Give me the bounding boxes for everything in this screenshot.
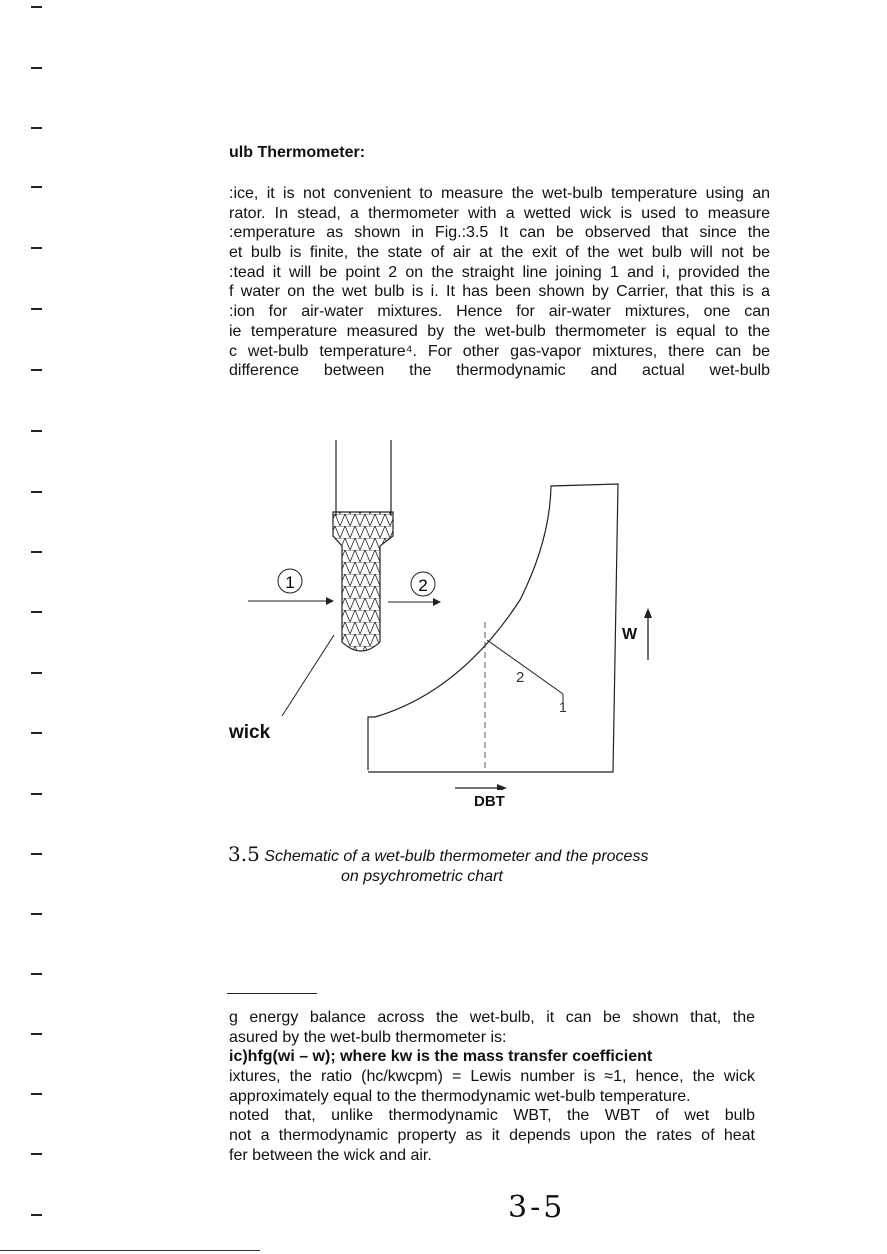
margin-mark [31,308,42,310]
footnote-line: approximately equal to the thermodynamic wet-bulb temperature. [229,1087,691,1105]
state-2-label: 2 [418,576,428,595]
figure-number: 3.5 [228,842,260,866]
w-axis-label: W [622,626,638,643]
footnote-line: not a thermodynamic property as it depends upon the rates of heat [229,1127,755,1145]
caption-line-2: on psychrometric chart [341,868,503,885]
margin-mark [31,127,42,129]
paragraph-line: :emperature as shown in Fig.:3.5 It can be observed that since the [229,224,770,242]
footnote-line: fer between the wick and air. [229,1146,432,1164]
wet-wick [333,512,393,651]
chart-point-2: 2 [516,669,525,686]
process-line [487,640,563,694]
margin-mark [31,430,42,432]
margin-mark [31,672,42,674]
paragraph-line: c wet-bulb temperature⁴. For other gas-vapor mixtures, there can be [229,342,770,360]
paragraph-line: f water on the wet bulb is i. It has been shown by Carrier, that this is a [229,283,770,301]
figure-caption [228,844,648,887]
wet-bulb-figure [220,430,680,790]
chart-point-1: 1 [559,699,567,715]
thermometer [333,440,393,651]
wick-label: wick [229,722,271,743]
section-heading: ulb Thermometer: [229,144,366,161]
margin-mark [31,1093,42,1095]
paragraph-line: ie temperature measured by the wet-bulb thermometer is equal to the [229,322,770,340]
paragraph-line: :tead it will be point 2 on the straight line joining 1 and i, provided the [229,263,770,281]
margin-mark [31,1153,42,1155]
margin-mark [31,247,42,249]
body-paragraph [229,184,770,381]
footnote-rule [227,993,317,994]
margin-mark [31,1214,42,1216]
footnote [229,1008,755,1166]
margin-mark [31,973,42,975]
paragraph-line: :ice, it is not convenient to measure the wet-bulb temperature using an [229,185,770,202]
margin-mark [31,186,42,188]
paragraph-line: :ion for air-water mixtures. Hence for air-water mixtures, one can [229,303,770,321]
state-1-label: 1 [285,573,295,592]
margin-mark [31,1033,42,1035]
caption-line-1: Schematic of a wet-bulb thermometer and the process [264,848,649,865]
wick-leader [282,635,334,716]
footnote-line: ixtures, the ratio (hc/kwcpm) = Lewis number is ≈1, hence, the wick [229,1068,755,1086]
footnote-line: asured by the wet-bulb thermometer is: [229,1028,507,1046]
margin-mark [31,369,42,371]
page-number: 3-5 [508,1190,566,1225]
margin-mark [31,611,42,613]
footnote-line: g energy balance across the wet-bulb, it can be shown that, the [229,1009,755,1026]
dbt-axis-label: DBT [474,793,505,810]
margin-mark [31,551,42,553]
bottom-rule [0,1250,260,1251]
margin-mark [31,853,42,855]
paragraph-line: et bulb is finite, the state of air at the exit of the wet bulb will not be [229,244,770,262]
margin-mark [31,732,42,734]
margin-mark [31,6,42,8]
margin-mark [31,67,42,69]
footnote-equation: ic)hfg(wi – w); where kw is the mass transfer coefficient [229,1048,653,1066]
paragraph-line: rator. In stead, a thermometer with a wetted wick is used to measure [229,204,770,222]
outlet-air [388,572,441,606]
margin-mark [31,491,42,493]
margin-mark [31,913,42,915]
footnote-line: noted that, unlike thermodynamic WBT, the WBT of wet bulb [229,1107,755,1125]
paragraph-line: difference between the thermodynamic and actual wet-bulb [229,362,770,380]
psychrometric-chart [368,484,652,790]
margin-mark [31,793,42,795]
